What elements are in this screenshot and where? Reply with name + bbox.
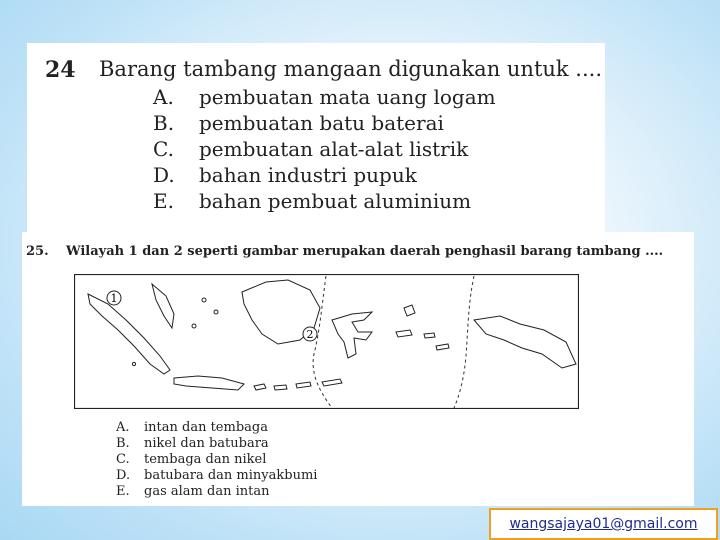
small-island	[214, 310, 218, 314]
email-link[interactable]: wangsajaya01@gmail.com	[509, 516, 698, 532]
question-number: 24	[45, 57, 76, 83]
question-text: Wilayah 1 dan 2 seperti gambar merupakan daerah penghasil barang tambang ....	[66, 244, 664, 259]
email-footer	[489, 508, 718, 540]
option-a: A. intan dan tembaga	[116, 420, 268, 435]
indonesia-map	[74, 274, 579, 409]
option-e: E. bahan pembuat aluminium	[153, 189, 472, 213]
option-c: C. tembaga dan nikel	[116, 452, 267, 467]
question-24-sheet	[27, 43, 605, 233]
option-b: B. pembuatan batu baterai	[153, 111, 444, 135]
small-island	[192, 324, 196, 328]
option-e: E. gas alam dan intan	[116, 484, 270, 499]
option-d: D. bahan industri pupuk	[153, 163, 417, 187]
option-c: C. pembuatan alat-alat listrik	[153, 137, 469, 161]
option-b: B. nikel dan batubara	[116, 436, 269, 451]
question-text: Barang tambang mangaan digunakan untuk ....	[99, 57, 603, 81]
option-a: A. pembuatan mata uang logam	[153, 85, 496, 109]
marker-2-label: 2	[306, 328, 314, 341]
small-island	[202, 298, 206, 302]
option-d: D. batubara dan minyakbumi	[116, 468, 318, 483]
small-island	[132, 362, 135, 365]
map-frame	[75, 275, 579, 409]
question-25-sheet	[22, 232, 694, 506]
question-number: 25.	[26, 244, 49, 259]
marker-1-label: 1	[110, 292, 118, 305]
